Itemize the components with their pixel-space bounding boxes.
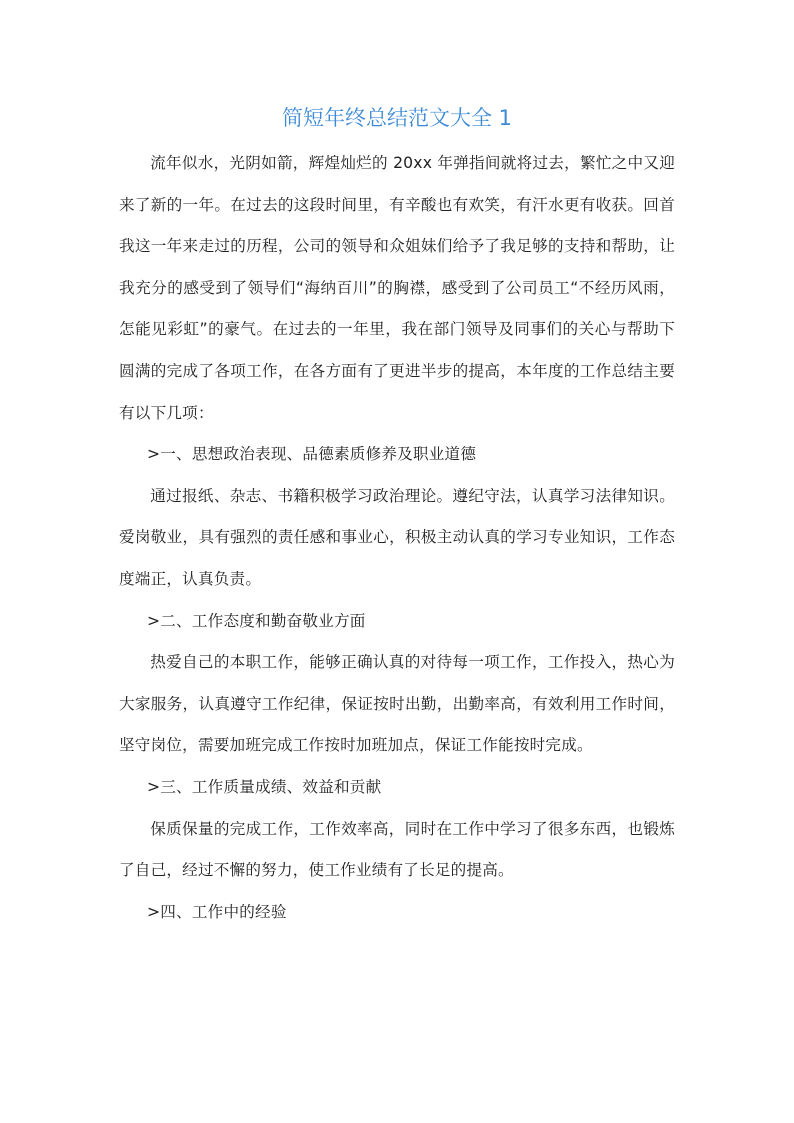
section-text-3: 保质保量的完成工作，工作效率高，同时在工作中学习了很多东西，也锻炼了自己，经过不懈的努力，使工作业绩有了长足的提高。 — [119, 819, 675, 880]
section-text-2: 热爱自己的本职工作，能够正确认真的对待每一项工作，工作投入，热心为大家服务，认真遵守工作纪律，保证按时出勤，出勤率高，有效利用工作时间，坚守岗位，需要加班完成工作按时加班加点，保证工作能按时完成。 — [119, 653, 675, 755]
intro-paragraph: 流年似水，光阴如箭，辉煌灿烂的 20xx 年弹指间就将过去，繁忙之中又迎来了新的一年。在过去的这段时间里，有辛酸也有欢笑，有汗水更有收获。回首我这一年来走过的历程，公司的领导和众姐妹们给予了我足够的支持和帮助，让我充分的感受到了领导们“海纳百川”的胸襟，感受到了公司员工“不经历风雨，怎能见彩虹”的豪气。在过去的一年里，我在部门领导及同事们的关心与帮助下圆满的完成了各项工作，在各方面有了更进半步的提高，本年度的工作总结主要有以下几项： — [119, 154, 675, 422]
document-body — [119, 143, 675, 933]
section-heading-1: >一、思想政治表现、品德素质修养及职业道德 — [147, 445, 477, 464]
section-heading-4: >四、工作中的经验 — [147, 902, 287, 921]
document-title: 简短年终总结范文大全 1 — [281, 106, 513, 130]
section-heading-2: >二、工作态度和勤奋敬业方面 — [147, 611, 366, 630]
section-heading-3: >三、工作质量成绩、效益和贡献 — [147, 777, 382, 796]
section-text-1: 通过报纸、杂志、书籍积极学习政治理论。遵纪守法，认真学习法律知识。爱岗敬业，具有强烈的责任感和事业心，积极主动认真的学习专业知识，工作态度端正，认真负责。 — [119, 486, 675, 588]
